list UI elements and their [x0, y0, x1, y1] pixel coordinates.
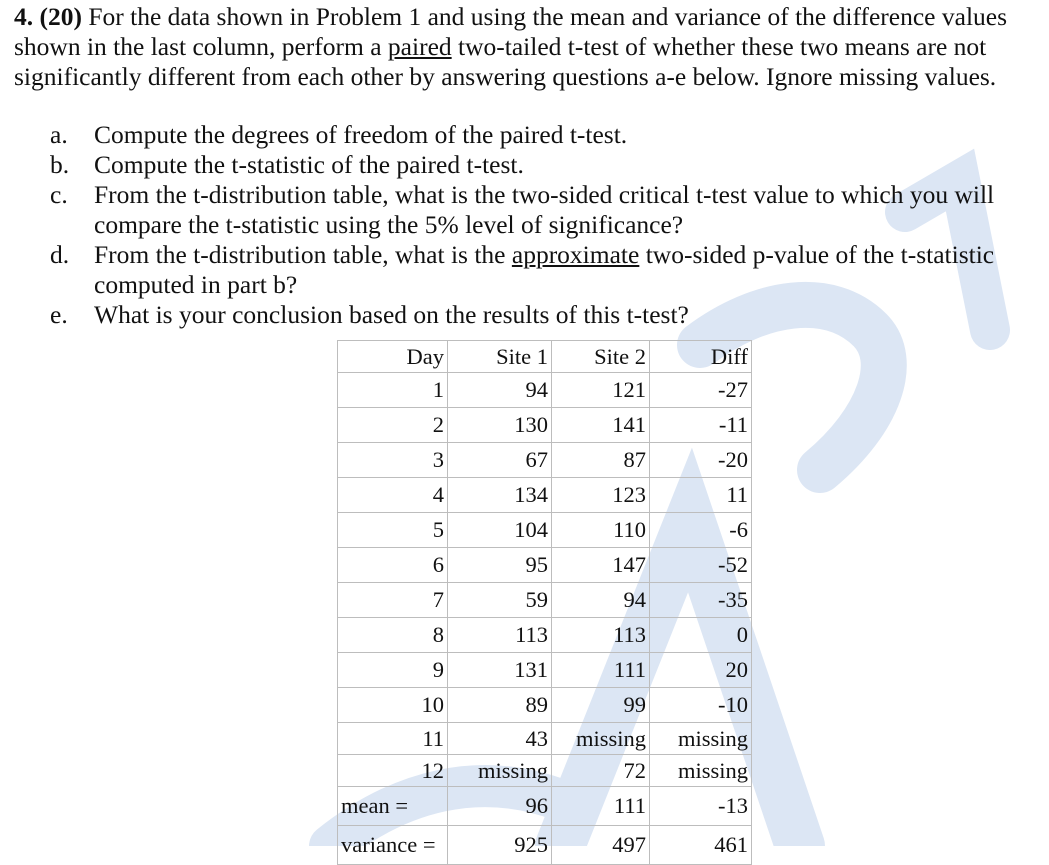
table-row: [338, 548, 752, 583]
cell-site2: 94: [552, 583, 650, 618]
cell-diff: -20: [650, 443, 752, 478]
summary-diff: -13: [650, 787, 752, 826]
header-diff: Diff: [650, 341, 752, 373]
question-text: [94, 240, 994, 299]
question-item: [50, 150, 1040, 180]
cell-site1: 134: [448, 478, 552, 513]
cell-day: 12: [338, 755, 448, 787]
cell-day: 11: [338, 723, 448, 755]
cell-site2: 147: [552, 548, 650, 583]
cell-diff: -35: [650, 583, 752, 618]
cell-site2: 72: [552, 755, 650, 787]
cell-site1: 43: [448, 723, 552, 755]
problem-intro-part1: For the data shown in Problem 1 and using the mean and variance of the difference values shown in the last column, perform a: [14, 2, 1008, 61]
header-day: Day: [338, 341, 448, 373]
problem-points: (20): [39, 2, 82, 31]
question-text: What is your conclusion based on the results of this t-test?: [94, 300, 689, 329]
cell-diff: -10: [650, 688, 752, 723]
cell-site2: missing: [552, 723, 650, 755]
question-item: [50, 300, 1040, 330]
question-list: [50, 120, 1040, 330]
question-item: [50, 120, 1040, 150]
table-row: [338, 408, 752, 443]
cell-day: 4: [338, 478, 448, 513]
summary-row-variance: [338, 826, 752, 865]
cell-site1: missing: [448, 755, 552, 787]
table-row: [338, 688, 752, 723]
question-letter: d.: [50, 240, 70, 269]
table-row: [338, 653, 752, 688]
question-item: [50, 240, 1040, 300]
cell-site2: 121: [552, 373, 650, 408]
cell-day: 1: [338, 373, 448, 408]
cell-site1: 89: [448, 688, 552, 723]
summary-site2: 111: [552, 787, 650, 826]
summary-row-mean: [338, 787, 752, 826]
cell-day: 8: [338, 618, 448, 653]
header-site1: Site 1: [448, 341, 552, 373]
question-text-before: From the t-distribution table, what is the: [94, 240, 512, 269]
problem-intro-underlined: paired: [387, 32, 452, 61]
cell-diff: -27: [650, 373, 752, 408]
summary-site2: 497: [552, 826, 650, 865]
problem-number: 4.: [14, 2, 34, 31]
cell-site2: 113: [552, 618, 650, 653]
cell-site1: 104: [448, 513, 552, 548]
cell-day: 6: [338, 548, 448, 583]
cell-day: 5: [338, 513, 448, 548]
table-row: [338, 373, 752, 408]
cell-site1: 94: [448, 373, 552, 408]
problem-intro-part2: two-tailed t-test of whether these two means are not significantly different from each other by answering questions a-e below. Ignore missing values.: [14, 32, 997, 91]
header-site2: Site 2: [552, 341, 650, 373]
question-letter: a.: [50, 120, 68, 149]
summary-site1: 925: [448, 826, 552, 865]
cell-site2: 87: [552, 443, 650, 478]
summary-label: mean =: [338, 787, 448, 826]
table-row: [338, 583, 752, 618]
cell-day: 2: [338, 408, 448, 443]
cell-site1: 59: [448, 583, 552, 618]
question-text-after: two-sided p-value of the t-statistic computed in part b?: [94, 240, 995, 299]
cell-diff: -52: [650, 548, 752, 583]
summary-label: variance =: [338, 826, 448, 865]
question-text: Compute the degrees of freedom of the paired t-test.: [94, 120, 628, 149]
cell-site2: 110: [552, 513, 650, 548]
cell-diff: missing: [650, 755, 752, 787]
cell-day: 9: [338, 653, 448, 688]
summary-diff: 461: [650, 826, 752, 865]
table-row: [338, 618, 752, 653]
cell-diff: 11: [650, 478, 752, 513]
problem-statement: [14, 2, 1044, 92]
question-item: [50, 180, 1040, 240]
question-text-underlined: approximate: [511, 240, 640, 269]
cell-site1: 113: [448, 618, 552, 653]
cell-site1: 131: [448, 653, 552, 688]
table-row: [338, 513, 752, 548]
question-letter: c.: [50, 180, 68, 209]
cell-day: 10: [338, 688, 448, 723]
cell-site1: 95: [448, 548, 552, 583]
cell-diff: -6: [650, 513, 752, 548]
cell-site2: 111: [552, 653, 650, 688]
summary-site1: 96: [448, 787, 552, 826]
cell-diff: 0: [650, 618, 752, 653]
cell-site2: 141: [552, 408, 650, 443]
cell-diff: -11: [650, 408, 752, 443]
cell-day: 7: [338, 583, 448, 618]
table-row: [338, 443, 752, 478]
question-letter: e.: [50, 300, 68, 329]
cell-site1: 130: [448, 408, 552, 443]
question-text: Compute the t-statistic of the paired t-test.: [94, 150, 524, 179]
table-row: [338, 478, 752, 513]
cell-diff: missing: [650, 723, 752, 755]
cell-diff: 20: [650, 653, 752, 688]
cell-day: 3: [338, 443, 448, 478]
cell-site2: 99: [552, 688, 650, 723]
question-text: From the t-distribution table, what is the two-sided critical t-test value to which you will compare the t-statistic using the 5% level of significance?: [94, 180, 995, 239]
data-table: [337, 340, 752, 865]
table-header-row: [338, 341, 752, 373]
cell-site1: 67: [448, 443, 552, 478]
table-row: [338, 723, 752, 755]
question-letter: b.: [50, 150, 70, 179]
table-row: [338, 755, 752, 787]
cell-site2: 123: [552, 478, 650, 513]
